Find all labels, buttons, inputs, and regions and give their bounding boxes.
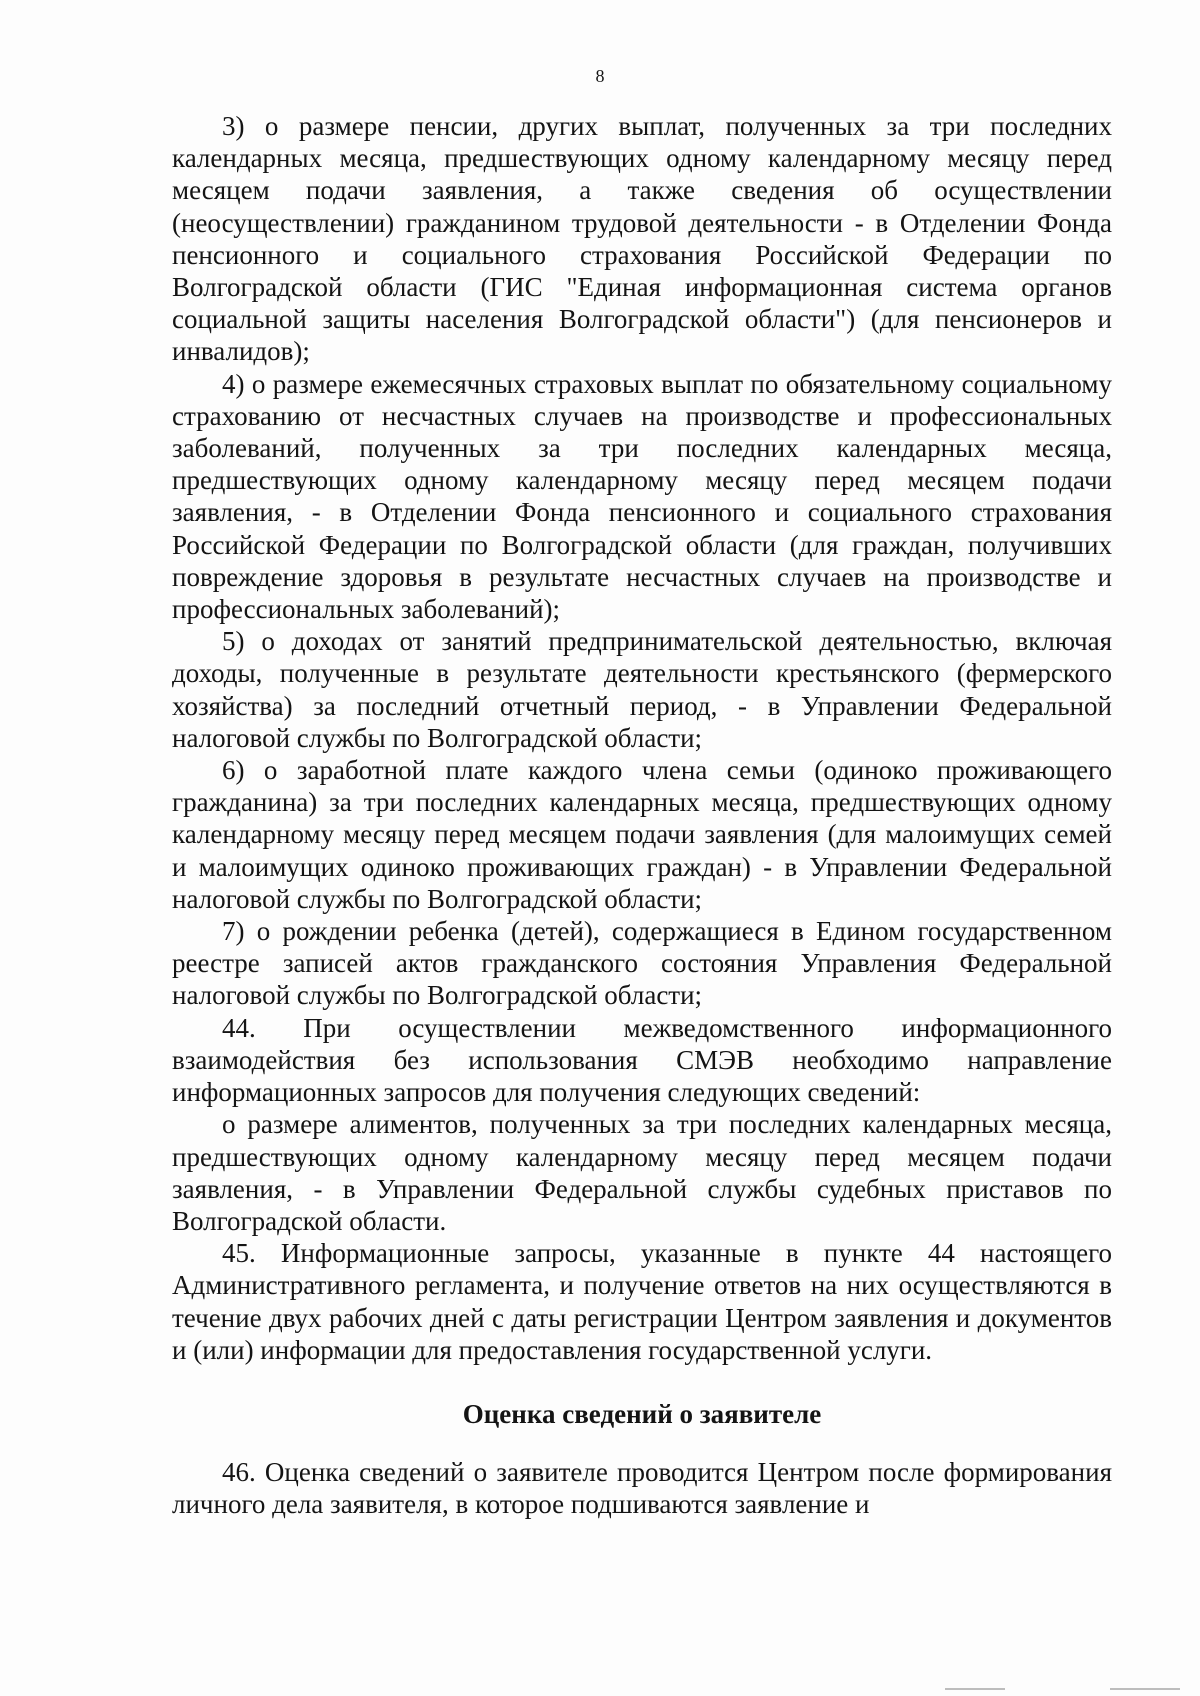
paragraph-item-7: 7) о рождении ребенка (детей), содержащиеся в Едином государственном реестре записей актов гражданского состояния Управления Федеральной налоговой службы по Волгоградской области;	[172, 916, 1112, 1011]
paragraph-item-3: 3) о размере пенсии, других выплат, полученных за три последних календарных месяца, предшествующих одному календарному месяцу перед месяцем подачи заявления, а также сведения об осуществлении (неосуществлении) гражданином трудовой деятельности - в Отделении Фонда пенсионного и социального страхования Российской Федерации по Волгоградской области (ГИС "Единая информационная система органов социальной защиты населения Волгоградской области") (для пенсионеров и инвалидов);	[172, 111, 1112, 367]
section-heading: Оценка сведений о заявителе	[462, 1398, 822, 1429]
scan-artifact-line	[1110, 1688, 1180, 1690]
paragraph-item-6: 6) о заработной плате каждого члена семьи (одиноко проживающего гражданина) за три последних календарных месяца, предшествующих одному календарному месяцу перед месяцем подачи заявления (для малоимущих семей и малоимущих одиноко проживающих граждан) - в Управлении Федеральной налоговой службы по Волгоградской области;	[172, 755, 1112, 914]
paragraph-item-4: 4) о размере ежемесячных страховых выплат по обязательному социальному страхованию от несчастных случаев на производстве и профессиональных заболеваний, полученных за три последних календарных месяца, предшествующих одному календарному месяцу перед месяцем подачи заявления, - в Отделении Фонда пенсионного и социального страхования Российской Федерации по Волгоградской области (для граждан, получивших повреждение здоровья в результате несчастных случаев на производстве и профессиональных заболеваний);	[172, 368, 1112, 625]
paragraph-item-5: 5) о доходах от занятий предпринимательской деятельностью, включая доходы, полученные в результате деятельности крестьянского (фермерского хозяйства) за последний отчетный период, - в Управлении Федеральной налоговой службы по Волгоградской области;	[172, 626, 1112, 753]
paragraph-clause-44: 44. При осуществлении межведомственного информационного взаимодействия без использования СМЭВ необходимо направление информационных запросов для получения следующих сведений:	[172, 1012, 1112, 1108]
page-number: 8	[595, 66, 605, 86]
scan-artifact-line	[945, 1688, 1005, 1690]
document-body	[172, 110, 1112, 1520]
paragraph-clause-46: 46. Оценка сведений о заявителе проводится Центром после формирования личного дела заявителя, в которое подшиваются заявление и	[172, 1456, 1112, 1520]
paragraph-clause-45: 45. Информационные запросы, указанные в пункте 44 настоящего Административного регламента, и получение ответов на них осуществляются в течение двух рабочих дней с даты регистрации Центром заявления и документов и (или) информации для предоставления государственной услуги.	[172, 1238, 1112, 1365]
paragraph-alimony: о размере алиментов, полученных за три последних календарных месяца, предшествующих одному календарному месяцу перед месяцем подачи заявления, - в Управлении Федеральной службы судебных приставов по Волгоградской области.	[172, 1109, 1112, 1236]
